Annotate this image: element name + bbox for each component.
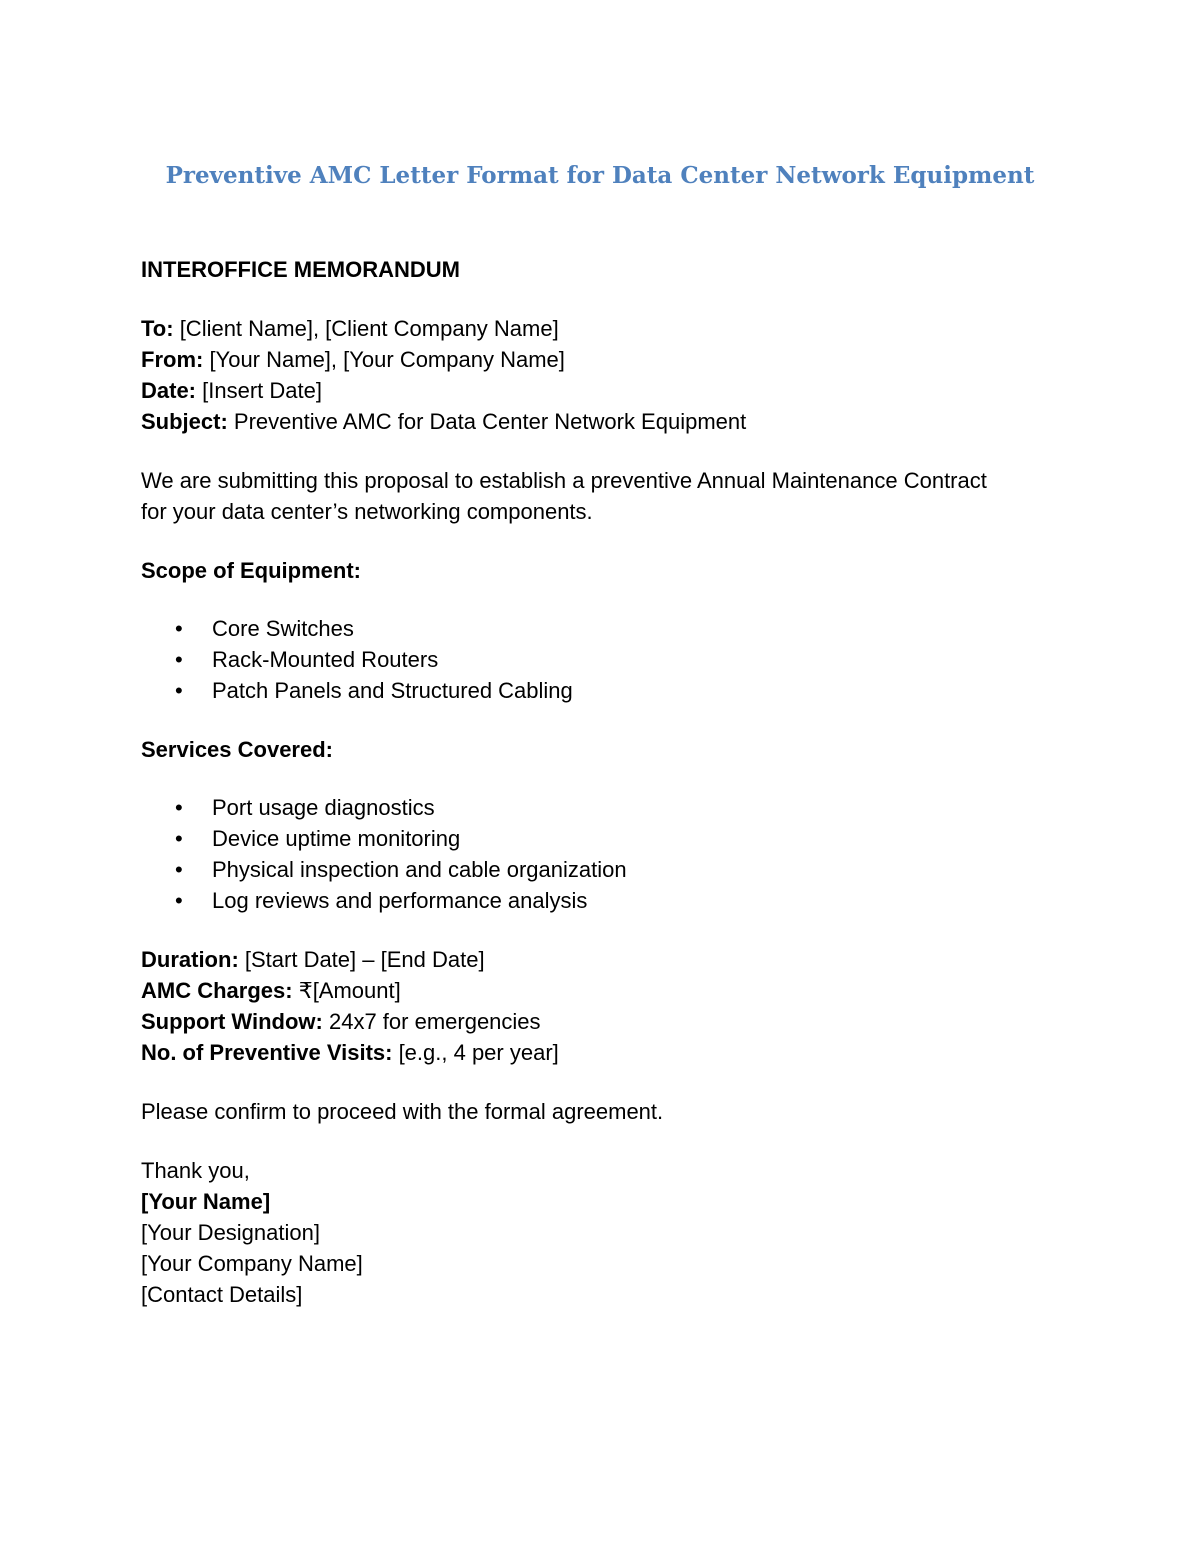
subject-label: Subject: xyxy=(141,409,228,434)
support-window-field xyxy=(141,1006,541,1037)
scope-item: Rack-Mounted Routers xyxy=(212,647,439,672)
amc-charges-field xyxy=(141,975,401,1006)
duration-label: Duration: xyxy=(141,947,239,972)
signatory-designation: [Your Designation] xyxy=(141,1220,320,1245)
bullet-icon: • xyxy=(175,826,183,851)
duration-value: [Start Date] – [End Date] xyxy=(238,947,485,972)
visits-field xyxy=(141,1037,559,1068)
services-heading: Services Covered: xyxy=(141,737,333,762)
intro-line-2: for your data center’s networking components. xyxy=(141,499,593,524)
salutation: Thank you, xyxy=(141,1158,250,1183)
bullet-icon: • xyxy=(175,857,183,882)
bullet-icon: • xyxy=(175,647,183,672)
support-window-label: Support Window: xyxy=(141,1009,323,1034)
scope-item: Core Switches xyxy=(212,616,354,641)
signatory-company: [Your Company Name] xyxy=(141,1251,363,1276)
intro-line-1: We are submitting this proposal to establish a preventive Annual Maintenance Contract xyxy=(141,468,987,493)
date-label: Date: xyxy=(141,378,197,403)
visits-value: [e.g., 4 per year] xyxy=(392,1040,559,1065)
from-label: From: xyxy=(141,347,204,372)
service-item: Port usage diagnostics xyxy=(212,795,435,820)
date-value: [Insert Date] xyxy=(196,378,322,403)
date-field xyxy=(141,375,322,406)
scope-heading: Scope of Equipment: xyxy=(141,558,361,583)
service-item: Device uptime monitoring xyxy=(212,826,461,851)
amc-charges-value: ₹[Amount] xyxy=(292,978,401,1003)
support-window-value: 24x7 for emergencies xyxy=(322,1009,541,1034)
visits-label: No. of Preventive Visits: xyxy=(141,1040,393,1065)
service-item: Log reviews and performance analysis xyxy=(212,888,588,913)
service-item: Physical inspection and cable organization xyxy=(212,857,627,882)
document-title: Preventive AMC Letter Format for Data Center Network Equipment xyxy=(165,162,1035,189)
bullet-icon: • xyxy=(175,678,183,703)
to-label: To: xyxy=(141,316,174,341)
duration-field xyxy=(141,944,485,975)
to-value: [Client Name], [Client Company Name] xyxy=(173,316,559,341)
to-field xyxy=(141,313,559,344)
subject-value: Preventive AMC for Data Center Network Equipment xyxy=(227,409,747,434)
signatory-contact: [Contact Details] xyxy=(141,1282,303,1307)
from-field xyxy=(141,344,565,375)
bullet-icon: • xyxy=(175,888,183,913)
bullet-icon: • xyxy=(175,795,183,820)
scope-item: Patch Panels and Structured Cabling xyxy=(212,678,573,703)
closing-request: Please confirm to proceed with the formal agreement. xyxy=(141,1099,664,1124)
signatory-name: [Your Name] xyxy=(141,1189,271,1214)
bullet-icon: • xyxy=(175,616,183,641)
amc-charges-label: AMC Charges: xyxy=(141,978,293,1003)
subject-field xyxy=(141,406,746,437)
from-value: [Your Name], [Your Company Name] xyxy=(203,347,565,372)
memo-heading: INTEROFFICE MEMORANDUM xyxy=(141,257,460,282)
